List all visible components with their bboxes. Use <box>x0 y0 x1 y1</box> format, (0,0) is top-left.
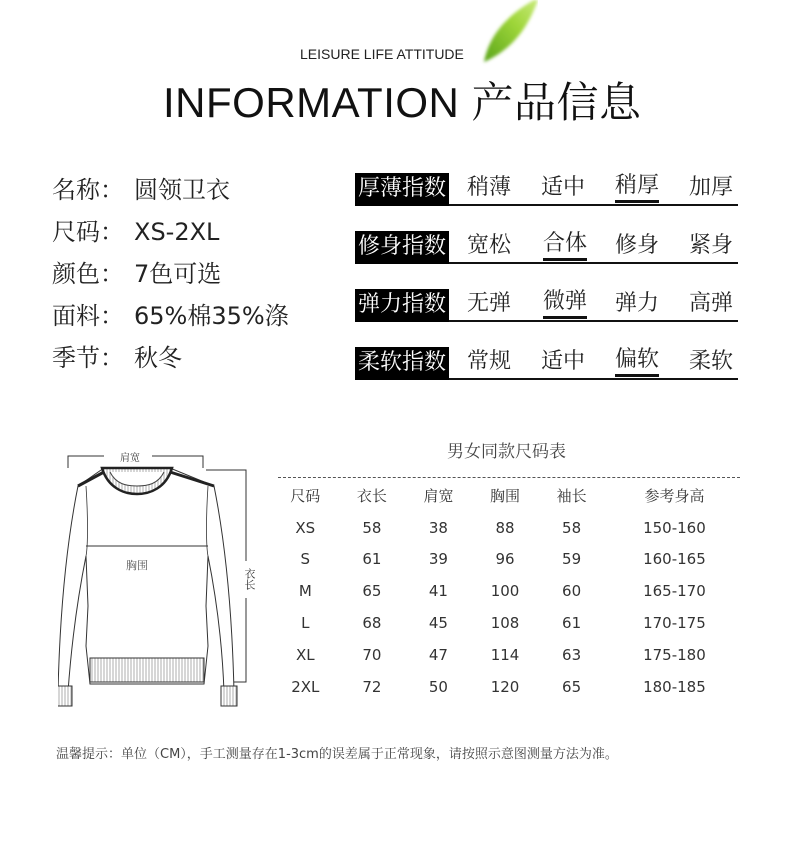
spec-season: 季节： 秋冬 <box>52 344 182 372</box>
index-thickness <box>355 173 738 231</box>
index-option: 适中 <box>541 349 586 374</box>
spec-list <box>52 172 289 382</box>
size-table-title: 男女同款尺码表 <box>447 442 566 462</box>
index-fit <box>355 231 738 289</box>
page-title: INFORMATION 产品信息 <box>163 79 642 126</box>
index-option: 高弹 <box>689 291 734 316</box>
length-label: 衣长 <box>243 568 256 590</box>
index-label: 柔软指数 <box>355 347 449 380</box>
table-row: S 61 39 96 59 160-165 <box>300 550 706 569</box>
index-elasticity <box>355 289 738 347</box>
sweater-diagram <box>58 446 268 708</box>
index-label: 弹力指数 <box>355 289 449 322</box>
table-row: L 68 45 108 61 170-175 <box>301 614 706 633</box>
spec-color: 颜色： 7色可选 <box>52 260 222 288</box>
spec-size: 尺码： XS-2XL <box>52 218 220 246</box>
index-option: 修身 <box>615 233 660 258</box>
index-option: 稍薄 <box>467 175 512 200</box>
index-label: 修身指数 <box>355 231 449 264</box>
index-option: 适中 <box>541 175 586 200</box>
spec-name: 名称： 圆领卫衣 <box>52 176 230 204</box>
header-subtitle: LEISURE LIFE ATTITUDE <box>300 46 464 62</box>
index-option-selected: 稍厚 <box>615 173 659 203</box>
size-table <box>272 480 744 703</box>
index-option: 柔软 <box>689 349 734 374</box>
index-option: 弹力 <box>615 291 660 316</box>
dashed-divider <box>278 477 740 478</box>
spec-fabric: 面料： 65%棉35%涤 <box>52 302 289 330</box>
index-option: 常规 <box>467 349 512 374</box>
index-label: 厚薄指数 <box>355 173 449 206</box>
measurement-note: 温馨提示：单位（CM），手工测量存在1-3cm的误差属于正常现象，请按照示意图测量方法为准。 <box>56 747 618 762</box>
index-option: 无弹 <box>467 291 512 316</box>
table-row: XL 70 47 114 63 175-180 <box>295 645 706 664</box>
index-option: 紧身 <box>689 233 734 258</box>
shoulder-label: 肩宽 <box>120 453 140 464</box>
chest-label: 胸围 <box>126 559 148 572</box>
table-row: 2XL 72 50 120 65 180-185 <box>291 677 706 696</box>
table-row: M 65 41 100 60 165-170 <box>298 582 706 601</box>
index-option: 加厚 <box>689 175 734 200</box>
leaf-icon <box>478 0 538 66</box>
index-option: 宽松 <box>467 233 512 258</box>
index-option-selected: 微弹 <box>543 289 587 319</box>
index-option-selected: 偏软 <box>615 347 659 377</box>
table-row: XS 58 38 88 58 150-160 <box>295 518 706 537</box>
table-header-row: 尺码 衣长 肩宽 胸围 袖长 参考身高 <box>290 487 705 506</box>
index-option-selected: 合体 <box>543 231 587 261</box>
index-panel <box>355 173 738 405</box>
index-softness <box>355 347 738 405</box>
